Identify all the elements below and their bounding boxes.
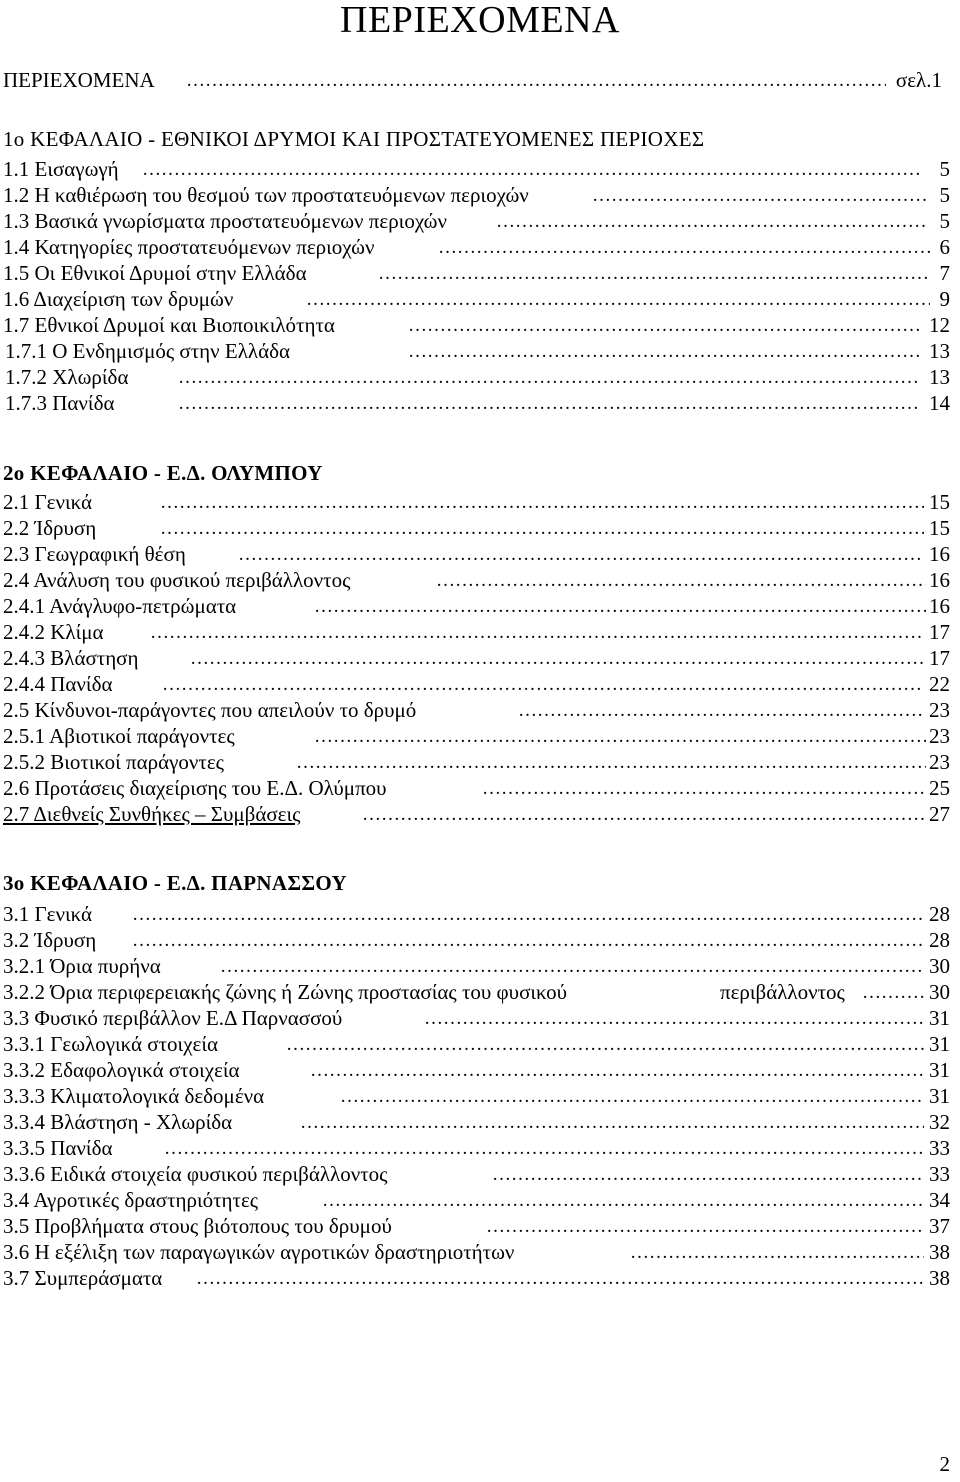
dot-leader [238,542,922,567]
entry-label: 3.3.4 Βλάστηση - Χλωρίδα [3,1110,233,1134]
entry-label: 3.3.5 Πανίδα [3,1136,113,1160]
entry-page: 31 [929,1032,950,1056]
toc-entry[interactable] [0,313,960,338]
entry-page: 38 [929,1266,950,1290]
entry-label: 1.7 Εθνικοί Δρυμοί και Βιοποικιλότητα [3,313,335,337]
toc-entry[interactable] [0,594,960,619]
toc-entry[interactable] [0,1032,960,1057]
dot-leader [340,1084,924,1109]
entry-label: 3.5 Προβλήματα στους βιότοπους του δρυμού [3,1214,392,1238]
toc-entry[interactable] [0,568,960,593]
toc-entry[interactable] [0,1162,960,1187]
dot-leader [142,157,922,182]
dot-leader [164,1136,924,1161]
entry-page: 31 [929,1006,950,1030]
toc-entry[interactable] [0,365,960,390]
toc-entry[interactable] [0,1188,960,1213]
entry-label: 1.2 Η καθιέρωση του θεσμού των προστατευόμενων περιοχών [3,183,529,207]
entry-label: 1.7.2 Χλωρίδα [5,365,129,389]
dot-leader [486,1214,924,1239]
dot-leader [160,516,924,541]
entry-page: 5 [939,209,950,233]
entry-label: 2.4 Ανάλυση του φυσικού περιβάλλοντος [3,568,351,592]
toc-entry[interactable] [0,261,960,286]
entry-label: ΠΕΡΙΕΧΟΜΕΝΑ [3,68,155,92]
toc-entry[interactable] [0,954,960,979]
dot-leader [518,698,924,723]
entry-page: σελ.1 [895,68,942,92]
dot-leader [362,802,924,827]
dot-leader [482,776,924,801]
toc-entry[interactable] [0,928,960,953]
toc-entry[interactable] [0,1110,960,1135]
dot-leader [296,750,926,775]
toc-entry[interactable] [0,1006,960,1031]
dot-leader [186,68,886,93]
dot-leader [190,646,924,671]
toc-entry[interactable] [0,802,960,827]
dot-leader [132,928,924,953]
dot-leader [424,1006,924,1031]
entry-page: 7 [939,261,950,285]
entry-label: 3.2.2 Όρια περιφερειακής ζώνης ή Ζώνης προστασίας του φυσικού [3,980,568,1004]
toc-entry[interactable] [0,209,960,234]
toc-entry[interactable] [0,724,960,749]
dot-leader [862,980,924,1005]
entry-page: 5 [939,183,950,207]
entry-page: 6 [939,235,950,259]
entry-label: 2.6 Προτάσεις διαχείρισης του Ε.Δ. Ολύμπου [3,776,387,800]
dot-leader [408,313,920,338]
dot-leader [322,1188,924,1213]
dot-leader [220,954,924,979]
dot-leader [306,287,930,312]
toc-entry[interactable] [0,902,960,927]
toc-entry-contents[interactable] [0,68,960,93]
dot-leader [408,339,920,364]
toc-entry[interactable] [0,542,960,567]
entry-page: 31 [929,1084,950,1108]
entry-page: 17 [929,646,950,670]
toc-entry[interactable] [0,287,960,312]
toc-entry[interactable] [0,620,960,645]
page-number: 2 [939,1452,950,1476]
entry-page: 33 [929,1136,950,1160]
entry-page: 16 [929,568,950,592]
entry-label: 1.4 Κατηγορίες προστατευόμενων περιοχών [3,235,375,259]
entry-page: 9 [939,287,950,311]
chapter-title: 3ο ΚΕΦΑΛΑΙΟ - Ε.Δ. ΠΑΡΝΑΣΣΟΥ [3,871,347,895]
entry-page: 37 [929,1214,950,1238]
entry-label: 3.3.3 Κλιματολογικά δεδομένα [3,1084,265,1108]
entry-label: 2.4.1 Ανάγλυφο-πετρώματα [3,594,237,618]
dot-leader [378,261,930,286]
dot-leader [160,490,924,515]
entry-label: 1.6 Διαχείριση των δρυμών [3,287,234,311]
entry-label: 1.7.3 Πανίδα [5,391,115,415]
dot-leader [310,1058,924,1083]
toc-entry[interactable] [0,1058,960,1083]
entry-page: 13 [929,339,950,363]
entry-label: 3.3.1 Γεωλογικά στοιχεία [3,1032,218,1056]
entry-page: 23 [929,698,950,722]
entry-page: 13 [929,365,950,389]
chapter-heading-3[interactable] [0,871,960,896]
entry-label: 1.3 Βασικά γνωρίσματα προστατευόμενων περιοχών [3,209,447,233]
toc-entry[interactable] [0,750,960,775]
entry-page: 16 [929,542,950,566]
toc-entry[interactable] [0,339,960,364]
toc-entry[interactable] [0,646,960,671]
entry-label: 3.7 Συμπεράσματα [3,1266,163,1290]
toc-entry[interactable] [0,1214,960,1239]
toc-entry[interactable] [0,1084,960,1109]
entry-page: 15 [929,490,950,514]
entry-label: 3.3 Φυσικό περιβάλλον Ε.Δ Παρνασσού [3,1006,343,1030]
dot-leader [300,1110,924,1135]
toc-entry[interactable] [0,698,960,723]
entry-label: 1.1 Εισαγωγή [3,157,119,181]
entry-page: 23 [929,724,950,748]
toc-entry[interactable] [0,672,960,697]
dot-leader [630,1240,924,1265]
dot-leader [132,902,924,927]
page-title: ΠΕΡΙΕΧΟΜΕΝΑ [340,0,620,41]
toc-entry[interactable] [0,980,960,1005]
entry-label: 2.7 Διεθνείς Συνθήκες – Συμβάσεις [3,802,301,826]
toc-entry[interactable] [0,516,960,541]
entry-page: 12 [929,313,950,337]
entry-page: 30 [929,980,950,1004]
entry-page: 23 [929,750,950,774]
toc-entry[interactable] [0,1240,960,1265]
dot-leader [196,1266,924,1291]
entry-label: 2.4.2 Κλίμα [3,620,104,644]
entry-page: 17 [929,620,950,644]
toc-entry[interactable] [0,776,960,801]
entry-page: 33 [929,1162,950,1186]
toc-entry[interactable] [0,1266,960,1291]
entry-label: 3.1 Γενικά [3,902,93,926]
entry-label: 2.3 Γεωγραφική θέση [3,542,186,566]
entry-page: 31 [929,1058,950,1082]
entry-label: 2.1 Γενικά [3,490,93,514]
entry-page: 28 [929,928,950,952]
entry-page: 34 [929,1188,950,1212]
dot-leader [592,183,928,208]
entry-label: 3.2 Ίδρυση [3,928,97,952]
dot-leader [314,594,926,619]
entry-label: 2.5 Κίνδυνοι-παράγοντες που απειλούν το δρυμό [3,698,417,722]
dot-leader [178,391,920,416]
entry-page: 25 [929,776,950,800]
toc-entry[interactable] [0,235,960,260]
dot-leader [178,365,920,390]
chapter-heading-1[interactable] [0,127,960,152]
entry-label: 3.3.6 Ειδικά στοιχεία φυσικού περιβάλλοντος [3,1162,388,1186]
entry-page: 14 [929,391,950,415]
dot-leader [496,209,928,234]
entry-label: 2.5.2 Βιοτικοί παράγοντες [3,750,224,774]
entry-page: 30 [929,954,950,978]
entry-label: 2.2 Ίδρυση [3,516,97,540]
toc-entry[interactable] [0,183,960,208]
entry-label: 2.4.4 Πανίδα [3,672,113,696]
entry-page: 32 [929,1110,950,1134]
entry-page: 16 [929,594,950,618]
entry-label: 3.4 Αγροτικές δραστηριότητες [3,1188,259,1212]
entry-page: 22 [929,672,950,696]
entry-page: 28 [929,902,950,926]
dot-leader [314,724,926,749]
toc-entry[interactable] [0,391,960,416]
chapter-heading-2[interactable] [0,461,960,486]
dot-leader [492,1162,924,1187]
toc-entry[interactable] [0,490,960,515]
chapter-title: 1ο ΚΕΦΑΛΑΙΟ - ΕΘΝΙΚΟΙ ΔΡΥΜΟΙ ΚΑΙ ΠΡΟΣΤΑΤΕΥΟΜΕΝΕΣ ΠΕΡΙΟΧΕΣ [3,127,705,151]
entry-page: 38 [929,1240,950,1264]
entry-label: 3.3.2 Εδαφολογικά στοιχεία [3,1058,240,1082]
entry-label: 3.2.1 Όρια πυρήνα [3,954,161,978]
dot-leader [150,620,924,645]
toc-entry[interactable] [0,1136,960,1161]
entry-label: 2.4.3 Βλάστηση [3,646,139,670]
entry-label-continuation: περιβάλλοντος [720,980,845,1004]
entry-page: 27 [929,802,950,826]
entry-label: 2.5.1 Αβιοτικοί παράγοντες [3,724,235,748]
dot-leader [162,672,924,697]
entry-label: 1.7.1 Ο Ενδημισμός στην Ελλάδα [5,339,290,363]
dot-leader [436,568,926,593]
entry-page: 5 [939,157,950,181]
toc-entry[interactable] [0,157,960,182]
dot-leader [286,1032,924,1057]
entry-label: 1.5 Οι Εθνικοί Δρυμοί στην Ελλάδα [3,261,307,285]
dot-leader [438,235,930,260]
entry-page: 15 [929,516,950,540]
chapter-title: 2ο ΚΕΦΑΛΑΙΟ - Ε.Δ. ΟΛΥΜΠΟΥ [3,461,323,485]
entry-label: 3.6 Η εξέλιξη των παραγωγικών αγροτικών δραστηριοτήτων [3,1240,515,1264]
